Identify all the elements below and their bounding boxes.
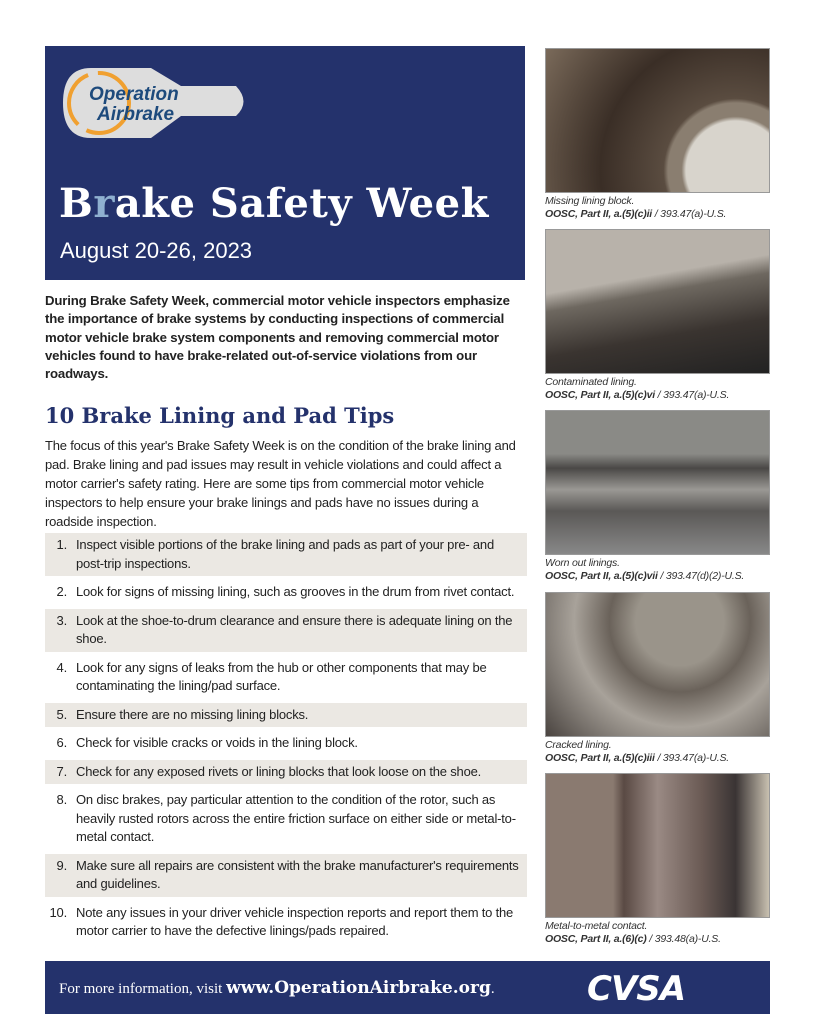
photo-caption: Missing lining block. OOSC, Part II, a.(5)(c)ii / 393.47(a)-U.S.	[545, 195, 727, 220]
photo-caption: Worn out linings. OOSC, Part II, a.(5)(c)vii / 393.47(d)(2)-U.S.	[545, 557, 745, 582]
event-date: August 20-26, 2023	[60, 238, 253, 263]
page-title: Brake Safety Week	[59, 180, 489, 227]
tips-list	[45, 533, 527, 948]
tip-item	[45, 580, 527, 605]
website-link[interactable]: www.OperationAirbrake.org	[226, 978, 491, 998]
tip-text: Ensure there are no missing lining blocks.	[76, 706, 309, 722]
tip-item	[45, 760, 527, 785]
brake-photo	[545, 592, 770, 737]
brake-photo-figure	[545, 229, 770, 401]
tip-text: Look for any signs of leaks from the hub or other components that may be contaminating the lining/pad surface.	[76, 659, 487, 693]
tip-number: 10.	[49, 904, 67, 920]
tip-number: 6.	[56, 735, 67, 750]
tip-number: 7.	[56, 763, 67, 779]
footer-text: For more information, visit www.OperationAirbrake.org.	[59, 978, 495, 998]
cvsa-logo: CVSA	[587, 969, 686, 1009]
brake-photo	[545, 229, 770, 374]
svg-text:Operation: Operation	[89, 84, 179, 105]
svg-text:Airbrake: Airbrake	[97, 104, 175, 125]
brake-photo-figure	[545, 48, 770, 220]
tip-number: 2.	[56, 584, 67, 599]
tip-number: 8.	[56, 792, 67, 807]
tip-number: 1.	[56, 537, 67, 552]
operation-airbrake-logo	[61, 64, 246, 142]
section-paragraph: The focus of this year's Brake Safety Week is on the condition of the brake lining and pad. Brake lining and pad issues may result in vehicle violations and could affect a motor carrier's safety rating. Here are some tips from commercial motor vehicle inspectors to help ensure your brake linings and pads have no issues during a roadside inspection.	[45, 438, 516, 529]
hero-banner	[45, 46, 525, 280]
brake-photo-figure	[545, 410, 770, 582]
footer-banner	[45, 961, 770, 1014]
tip-item	[45, 656, 527, 699]
tip-number: 3.	[56, 612, 67, 628]
tip-text: Look at the shoe-to-drum clearance and ensure there is adequate lining on the shoe.	[76, 612, 513, 646]
photo-caption: Contaminated lining. OOSC, Part II, a.(5)(c)vi / 393.47(a)-U.S.	[545, 376, 730, 401]
tip-text: Look for signs of missing lining, such as grooves in the drum from rivet contact.	[76, 584, 515, 599]
tip-number: 4.	[56, 659, 67, 675]
brake-photo	[545, 410, 770, 555]
tip-text: Inspect visible portions of the brake lining and pads as part of your pre- and post-trip inspections.	[76, 537, 494, 571]
tip-text: Check for visible cracks or voids in the lining block.	[76, 735, 358, 750]
brake-photo-figure	[545, 592, 770, 764]
tip-item	[45, 609, 527, 652]
tip-number: 9.	[56, 857, 67, 873]
brake-photo	[545, 773, 770, 918]
tip-number: 5.	[56, 706, 67, 722]
tip-text: Check for any exposed rivets or lining blocks that look loose on the shoe.	[76, 763, 482, 779]
section-heading: 10 Brake Lining and Pad Tips	[45, 403, 395, 428]
intro-text: During Brake Safety Week, commercial motor vehicle inspectors emphasize the importance of brake systems by conducting inspections of commercial motor vehicle brake system components and removing commercial motor vehicles found to have brake-related out-of-service violations from our roadways.	[45, 293, 510, 382]
photo-caption: Metal-to-metal contact. OOSC, Part II, a.(6)(c) / 393.48(a)-U.S.	[545, 920, 721, 945]
tip-item	[45, 854, 527, 897]
tip-item	[45, 901, 527, 944]
tip-text: Note any issues in your driver vehicle inspection reports and report them to the motor carrier to have the defective linings/pads repaired.	[76, 904, 514, 938]
tip-item	[45, 731, 527, 756]
brake-photo-figure	[545, 773, 770, 945]
photo-caption: Cracked lining. OOSC, Part II, a.(5)(c)iii / 393.47(a)-U.S.	[545, 739, 729, 764]
brake-photo	[545, 48, 770, 193]
tip-item	[45, 788, 527, 850]
tip-item	[45, 533, 527, 576]
tip-text: On disc brakes, pay particular attention to the condition of the rotor, such as heavily rusted rotors across the entire friction surface on either side or metal-to-metal contact.	[76, 792, 516, 844]
tip-text: Make sure all repairs are consistent with the brake manufacturer's requirements and guidelines.	[76, 857, 519, 891]
tip-item	[45, 703, 527, 728]
